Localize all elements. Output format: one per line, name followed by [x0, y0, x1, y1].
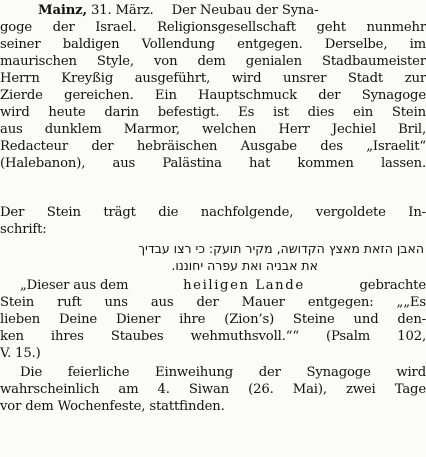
article-text-line: Redacteur der hebräischen Ausgabe des „Israelit“: [0, 139, 426, 154]
hebrew-inscription-line: האבן הזאת מאצץ הקדושה, מקיר תועק: כי רצו עבדיך: [138, 241, 424, 256]
quote-line: [20, 278, 426, 294]
article-text-line: wird heute darin befestigt. Es ist dies ein Stein: [0, 105, 426, 120]
article-text-line: aus dunklem Marmor, welchen Herr Jechiel Bril,: [0, 122, 426, 137]
dateline-place: Mainz,: [38, 3, 87, 18]
quote-spaced-text: heiligen Lande: [183, 278, 305, 293]
article-text-line: Der Stein trägt die nachfolgende, vergoldete In-: [0, 205, 426, 220]
quote-line: ken ihres Staubes wehmuthsvoll.““ (Psalm 102,: [0, 329, 426, 344]
article-text-line: goge der Israel. Religionsgesellschaft geht nunmehr: [0, 20, 426, 35]
quote-text: „Dieser aus dem: [20, 278, 129, 293]
quote-line: Stein ruft uns aus der Mauer entgegen: „„Es: [0, 295, 426, 310]
article-text-line: (Halebanon), aus Palästina hat kommen lassen.: [0, 156, 426, 171]
article-text-line: Die feierliche Einweihung der Synagoge wird: [20, 365, 426, 380]
article-text-line: Herrn Kreyßig ausgeführt, wird unsrer Stadt zur: [0, 71, 426, 86]
dateline-date: 31. März.: [90, 3, 154, 18]
quote-text: gebrachte: [359, 278, 426, 293]
article-text-line: wahrscheinlich am 4. Siwan (26. Mai), zwei Tage: [0, 382, 426, 397]
article-text-line: seiner baldigen Vollendung entgegen. Derselbe, im: [0, 37, 426, 52]
quote-line: lieben Deine Diener ihre (Zion’s) Steine und den-: [0, 312, 426, 327]
quote-line: V. 15.): [0, 346, 41, 361]
article-text-line: schrift:: [0, 222, 47, 237]
article-text-line: Zierde gereichen. Ein Hauptschmuck der Synagoge: [0, 88, 426, 103]
article-text-line: Der Neubau der Syna-: [171, 3, 319, 18]
article-text-line: maurischen Style, von dem genialen Stadbaumeister: [0, 54, 426, 69]
article-first-line: [0, 3, 426, 19]
article-text-line: vor dem Wochenfeste, stattfinden.: [0, 399, 225, 414]
hebrew-inscription-line: את אבניה ואת עפרה יחוננו.: [171, 258, 318, 273]
